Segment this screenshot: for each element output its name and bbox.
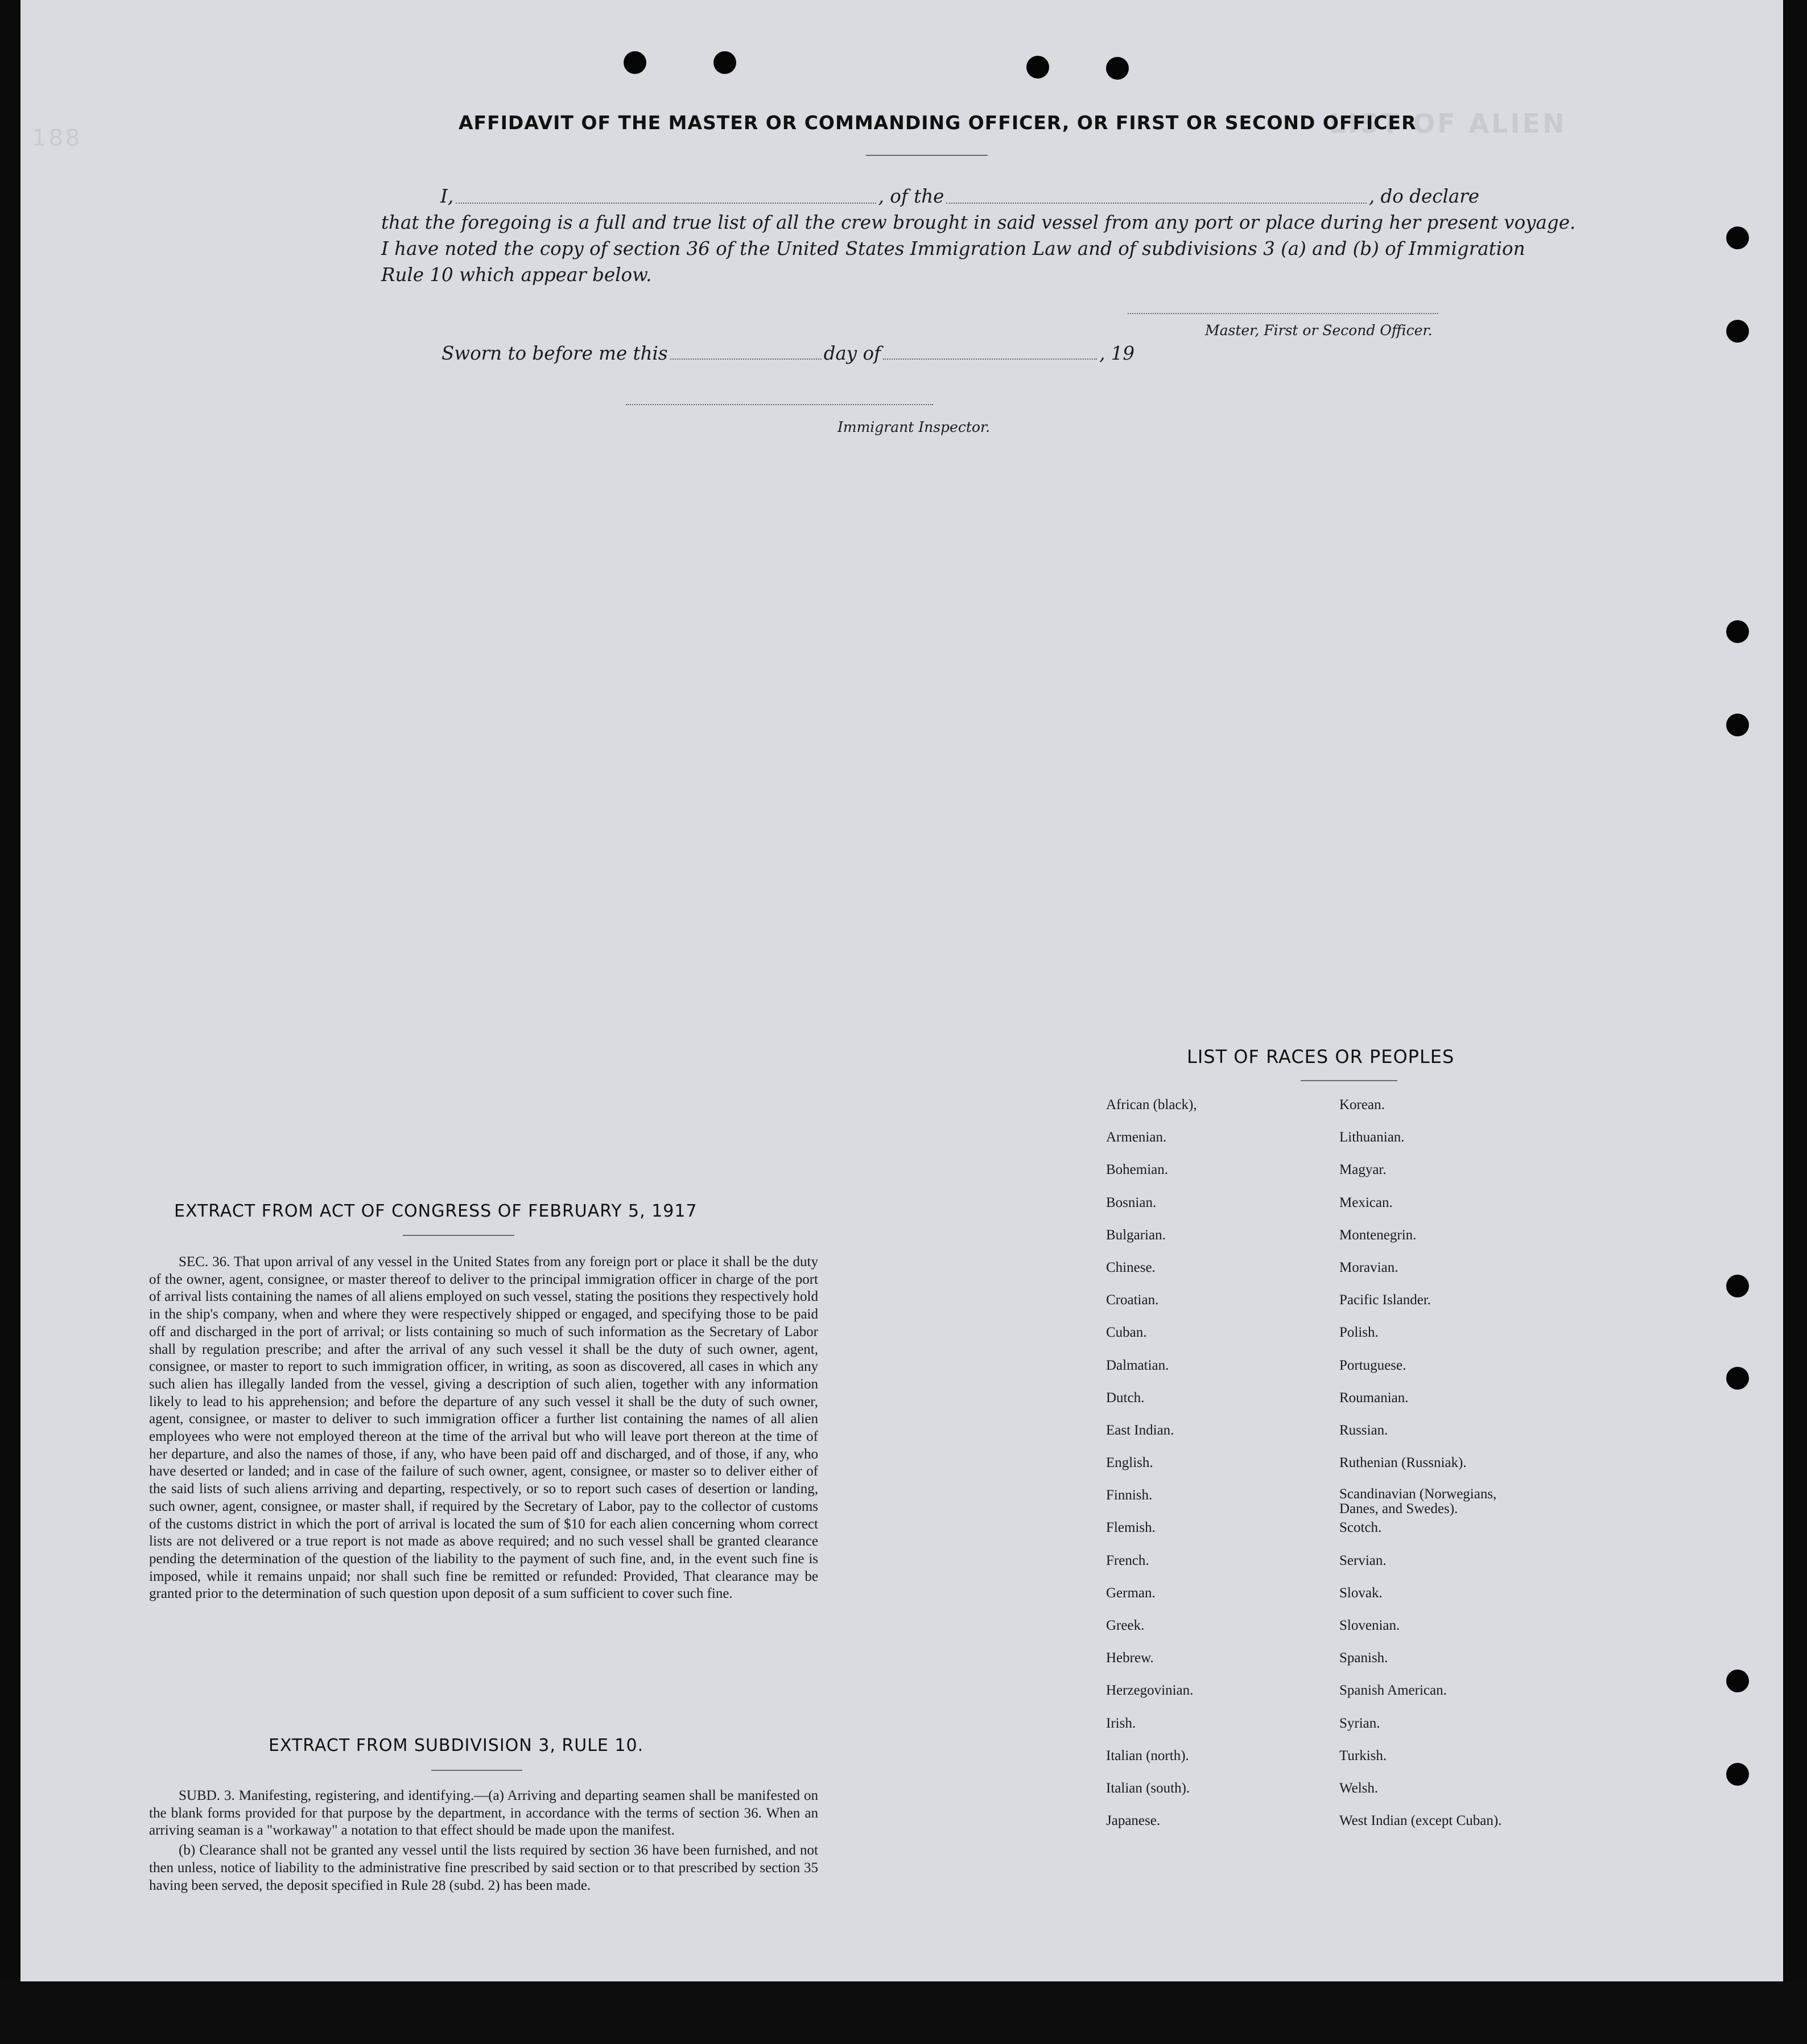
- race-item: French.: [1106, 1552, 1149, 1568]
- affidavit-line-2: that the foregoing is a full and true list of all the crew brought in said vessel from any port or place during her present voyage.: [381, 212, 1576, 233]
- race-item: English.: [1106, 1455, 1153, 1471]
- inspector-signature-caption: Immigrant Inspector.: [838, 419, 991, 435]
- officer-name-blank[interactable]: [456, 183, 876, 204]
- race-item: Servian.: [1339, 1552, 1387, 1568]
- punch-hole: [1106, 57, 1129, 80]
- race-item: Portuguese.: [1339, 1357, 1406, 1373]
- race-item: Welsh.: [1339, 1780, 1379, 1796]
- inspector-signature-line[interactable]: [626, 404, 933, 405]
- subdivision-paragraph-b: (b) Clearance shall not be granted any vessel until the lists required by section 36 have been furnished, and not then unless, notice of liability to the administrative fine prescribed by said section or to that prescribed by section 35 having been served, the deposit specified in Rule 28 (subd. 2) has been made.: [149, 1843, 818, 1893]
- races-title-rule: [1301, 1080, 1397, 1081]
- race-item: Korean.: [1339, 1097, 1385, 1112]
- officer-signature-line[interactable]: [1128, 313, 1438, 314]
- punch-hole: [1726, 1670, 1749, 1692]
- vessel-name-blank[interactable]: [946, 183, 1366, 204]
- punch-hole: [1726, 1367, 1749, 1390]
- affidavit-title-rule: [866, 155, 988, 156]
- sworn-day-of: day of: [823, 343, 881, 364]
- punch-hole: [1726, 226, 1749, 249]
- race-item: Irish.: [1106, 1715, 1136, 1731]
- race-item: Mexican.: [1339, 1194, 1393, 1210]
- race-item: African (black),: [1106, 1097, 1197, 1112]
- affidavit-text: [381, 183, 1576, 288]
- punch-hole: [1726, 714, 1749, 736]
- punch-hole: [1726, 320, 1749, 343]
- race-item: Bohemian.: [1106, 1162, 1169, 1178]
- race-item: Finnish.: [1106, 1487, 1153, 1503]
- race-item: Slovak.: [1339, 1585, 1383, 1601]
- sworn-line: [442, 343, 1134, 364]
- race-item: Hebrew.: [1106, 1650, 1154, 1666]
- race-item: Cuban.: [1106, 1325, 1147, 1341]
- punch-hole: [713, 51, 736, 74]
- subdivision-paragraph-a: SUBD. 3. Manifesting, registering, and identifying.—(a) Arriving and departing seamen shall be manifested on the blank forms provided for that purpose by the department, in accordance with the terms of section 36. When an arriving seaman is a "workaway" a notation to that effect should be made upon the manifest.: [149, 1788, 818, 1839]
- affidavit-of-the-label: , of the: [878, 186, 944, 207]
- race-item: Polish.: [1339, 1325, 1379, 1341]
- subdivision-extract-title: EXTRACT FROM SUBDIVISION 3, RULE 10.: [269, 1736, 644, 1755]
- race-item: Flemish.: [1106, 1520, 1156, 1536]
- scan-border-bottom: [0, 1981, 1807, 2044]
- punch-hole: [624, 51, 646, 74]
- race-item: Moravian.: [1339, 1259, 1398, 1275]
- race-item: Herzegovinian.: [1106, 1683, 1194, 1699]
- race-item: Pacific Islander.: [1339, 1292, 1431, 1308]
- races-column-left: [1106, 1097, 1197, 1845]
- race-item: Croatian.: [1106, 1292, 1159, 1308]
- race-item: Roumanian.: [1339, 1390, 1409, 1406]
- race-item: Slovenian.: [1339, 1618, 1400, 1633]
- race-item: East Indian.: [1106, 1422, 1174, 1438]
- race-item: Spanish.: [1339, 1650, 1388, 1666]
- race-item: Lithuanian.: [1339, 1130, 1405, 1145]
- subdivision-extract-body: [149, 1787, 818, 1897]
- race-item: Bulgarian.: [1106, 1227, 1166, 1243]
- races-column-right: [1339, 1097, 1527, 1845]
- race-item: Japanese.: [1106, 1813, 1161, 1829]
- race-item: German.: [1106, 1585, 1156, 1601]
- race-item: Dalmatian.: [1106, 1357, 1169, 1373]
- race-item: Scandinavian (Norwegians, Danes, and Swedes).: [1339, 1486, 1497, 1517]
- act-extract-body: SEC. 36. That upon arrival of any vessel in the United States from any foreign port or place it shall be the duty of the owner, agent, consignee, or master thereof to deliver to the principal immigration officer in charge of the port of arrival lists containing the names of all aliens employed on such vessel, stating the positions they respectively hold in the ship's company, when and where they were respectively shipped or engaged, and specifying those to be paid off and discharged in the port of arrival; or lists containing so much of such information as the Secretary of Labor shall by regulation prescribe; and after the arrival of any such vessel it shall be the duty of such owner, agent, consignee, or master to report to such immigration officer, in writing, as soon as discovered, all cases in which any such alien has illegally landed from the vessel, giving a description of such alien, together with any information likely to lead to his apprehension; and before the departure of any such vessel it shall be the duty of such owner, agent, consignee, or master to deliver to such immigration officer a further list containing the names of all alien employees who were not employed thereon at the time of the arrival but who will leave port thereon at the time of her departure, and also the names of those, if any, who have been paid off and discharged, and of those, if any, who have deserted or landed; and in case of the failure of such owner, agent, consignee, or master so to deliver either of the said lists of such aliens arriving and departing, respectively, or so to report such cases of desertion or landing, such owner, agent, consignee, or master shall, if required by the Secretary of Labor, pay to the collector of customs of the customs district in which the port of arrival is located the sum of $10 for each alien concerning whom correct lists are not delivered or a true report is not made as above required; and no such vessel shall be granted clearance pending the determination of the question of the liability to the payment of such fine, and, in the event such fine is imposed, while it remains unpaid; nor shall such fine be remitted or refunded: Provided, That clearance may be granted prior to the determination of such question upon deposit of a sum sufficient to cover such fine.: [149, 1254, 818, 1602]
- race-item: Syrian.: [1339, 1715, 1380, 1731]
- act-extract-title: EXTRACT FROM ACT OF CONGRESS OF FEBRUARY 5, 1917: [174, 1201, 698, 1221]
- punch-hole: [1726, 1763, 1749, 1786]
- affidavit-line-4: Rule 10 which appear below.: [381, 264, 652, 286]
- race-item: Bosnian.: [1106, 1194, 1157, 1210]
- affidavit-i-label: I,: [440, 186, 454, 207]
- race-item: West Indian (except Cuban).: [1339, 1813, 1502, 1829]
- race-item: Ruthenian (Russniak).: [1339, 1455, 1467, 1471]
- race-item: Spanish American.: [1339, 1683, 1447, 1699]
- affidavit-do-declare: , do declare: [1368, 186, 1479, 207]
- race-item: Dutch.: [1106, 1390, 1145, 1406]
- sworn-prefix: Sworn to before me this: [442, 343, 668, 364]
- race-item: Chinese.: [1106, 1259, 1156, 1275]
- race-item: Scotch.: [1339, 1520, 1382, 1536]
- bleed-through-decoration: LIST OF ALIEN: [1329, 108, 1567, 139]
- punch-hole: [1026, 56, 1049, 79]
- sworn-year-prefix: , 19: [1099, 343, 1135, 364]
- race-item: Italian (south).: [1106, 1780, 1190, 1796]
- bleed-through-decoration: 188: [32, 125, 82, 151]
- sworn-month-blank[interactable]: [883, 344, 1097, 360]
- races-title: LIST OF RACES OR PEOPLES: [1187, 1046, 1455, 1068]
- act-extract-title-rule: [403, 1235, 514, 1236]
- race-item: Greek.: [1106, 1618, 1145, 1633]
- race-item: Montenegrin.: [1339, 1227, 1417, 1243]
- subdivision-extract-title-rule: [431, 1770, 522, 1771]
- affidavit-line-3: I have noted the copy of section 36 of the United States Immigration Law and of subdivisions 3 (a) and (b) of Immigration: [381, 238, 1525, 259]
- punch-hole: [1726, 620, 1749, 643]
- affidavit-title: AFFIDAVIT OF THE MASTER OR COMMANDING OFFICER, OR FIRST OR SECOND OFFICER: [459, 112, 1417, 134]
- race-item: Italian (north).: [1106, 1748, 1189, 1763]
- race-item: Magyar.: [1339, 1162, 1387, 1178]
- race-item: Turkish.: [1339, 1748, 1387, 1763]
- race-item: Armenian.: [1106, 1130, 1167, 1145]
- race-item: Russian.: [1339, 1422, 1388, 1438]
- document-page: [20, 0, 1783, 1986]
- sworn-day-blank[interactable]: [670, 344, 822, 360]
- punch-hole: [1726, 1275, 1749, 1297]
- officer-signature-caption: Master, First or Second Officer.: [1205, 322, 1433, 339]
